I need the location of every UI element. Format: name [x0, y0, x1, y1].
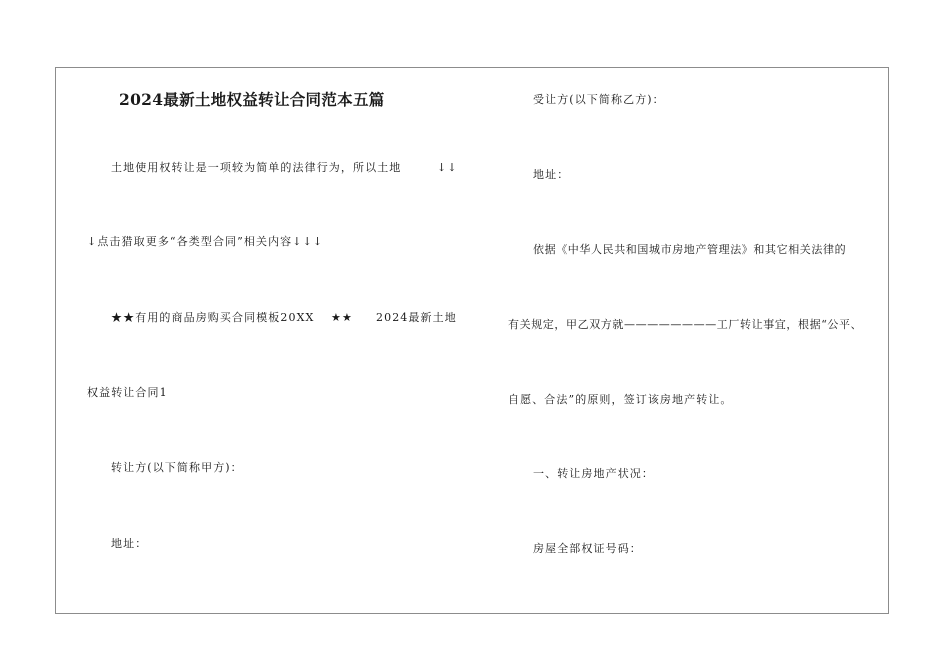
basis-line-1: 依据《中华人民共和国城市房地产管理法》和其它相关法律的: [533, 243, 847, 256]
stars-decoration: ★★: [331, 311, 353, 324]
transferee-label: 受让方(以下简称乙方)：: [533, 93, 665, 106]
basis-line-2: 有关规定，甲乙双方就————————工厂转让事宜，根据“公平、: [508, 318, 863, 331]
recommended-link[interactable]: ★★有用的商品房购买合同模板20XX: [111, 311, 315, 324]
intro-line-1: 土地使用权转让是一项较为简单的法律行为，所以土地: [111, 161, 402, 174]
intro-line-3-tail: 2024最新土地: [376, 311, 457, 324]
down-arrows: ↓↓: [437, 161, 458, 174]
document-title: 2024最新土地权益转让合同范本五篇: [119, 90, 385, 109]
basis-line-3: 自愿、合法”的原则，签订该房地产转让。: [508, 393, 733, 406]
section-1-heading: 一、转让房地产状况：: [533, 467, 654, 480]
transferor-address-label: 地址：: [111, 537, 148, 550]
document-page: [55, 67, 889, 614]
transferee-address-label: 地址：: [533, 168, 570, 181]
intro-line-4: 权益转让合同1: [87, 386, 168, 399]
transferor-label: 转让方(以下简称甲方)：: [111, 461, 243, 474]
property-cert-label: 房屋全部权证号码：: [533, 542, 642, 555]
more-contracts-link[interactable]: ↓点击猎取更多“各类型合同”相关内容↓↓↓: [87, 235, 324, 248]
